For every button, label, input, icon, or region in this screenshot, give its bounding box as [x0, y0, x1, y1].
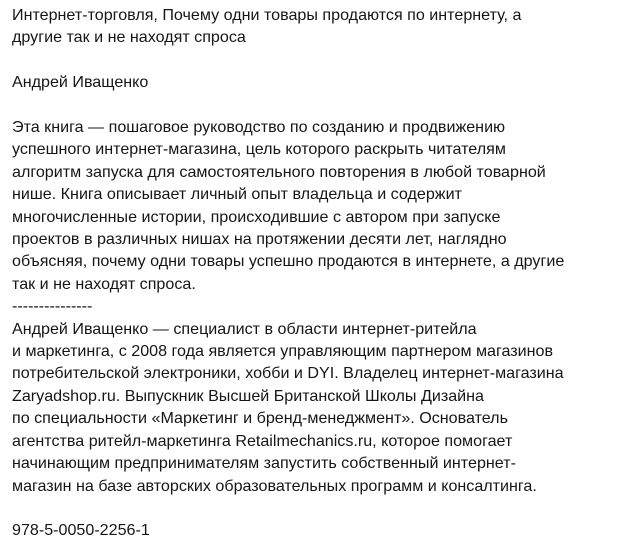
description-line: нише. Книга описывает личный опыт владельца и содержит [12, 185, 462, 204]
bio-line: Zaryadshop.ru. Выпускник Высшей Британской Школы Дизайна [12, 386, 484, 405]
isbn: 978-5-0050-2256-1 [12, 521, 150, 540]
bio-line: потребительской электроники, хобби и DYI. Владелец интернет-магазина [12, 364, 564, 383]
description-line: Эта книга — пошаговое руководство по созданию и продвижению [12, 118, 506, 136]
bio-line: Андрей Иващенко — специалист в области интернет-ритейла [12, 319, 477, 338]
paragraph-gap [12, 497, 638, 519]
description-line: успешного интернет-магазина, цель которого раскрыть читателям [12, 140, 506, 159]
description-line: объясняя, почему одни товары успешно продаются в интернете, а другие [12, 252, 565, 271]
title-line: Интернет-торговля, Почему одни товары продаются по интернету, а [12, 6, 522, 24]
bio-line: и маркетинга, с 2008 года является управляющим партнером магазинов [12, 342, 554, 361]
separator-line: --------------- [12, 297, 93, 316]
description-line: проектов в различных нишах на протяжении десяти лет, наглядно [12, 230, 507, 249]
title-line: другие так и не находят спроса [12, 28, 246, 47]
bio-line: по специальности «Маркетинг и бренд-менеджмент». Основатель [12, 409, 508, 428]
paragraph-gap [12, 49, 638, 71]
description-line: многочисленные истории, происходившие с автором при запуске [12, 207, 501, 226]
author-name: Андрей Иващенко [12, 73, 149, 92]
paragraph-gap [12, 94, 638, 116]
document-body [12, 4, 638, 542]
bio-line: начинающим предпринимателям запустить собственный интернет- [12, 454, 516, 473]
description-line: алгоритм запуска для самостоятельного повторения в любой товарной [12, 162, 546, 181]
bio-line: магазин на базе авторских образовательных программ и консалтинга. [12, 476, 537, 495]
bio-line: агентства ритейл-маркетинга Retailmechanics.ru, которое помогает [12, 431, 513, 450]
description-line: так и не находят спроса. [12, 274, 196, 293]
